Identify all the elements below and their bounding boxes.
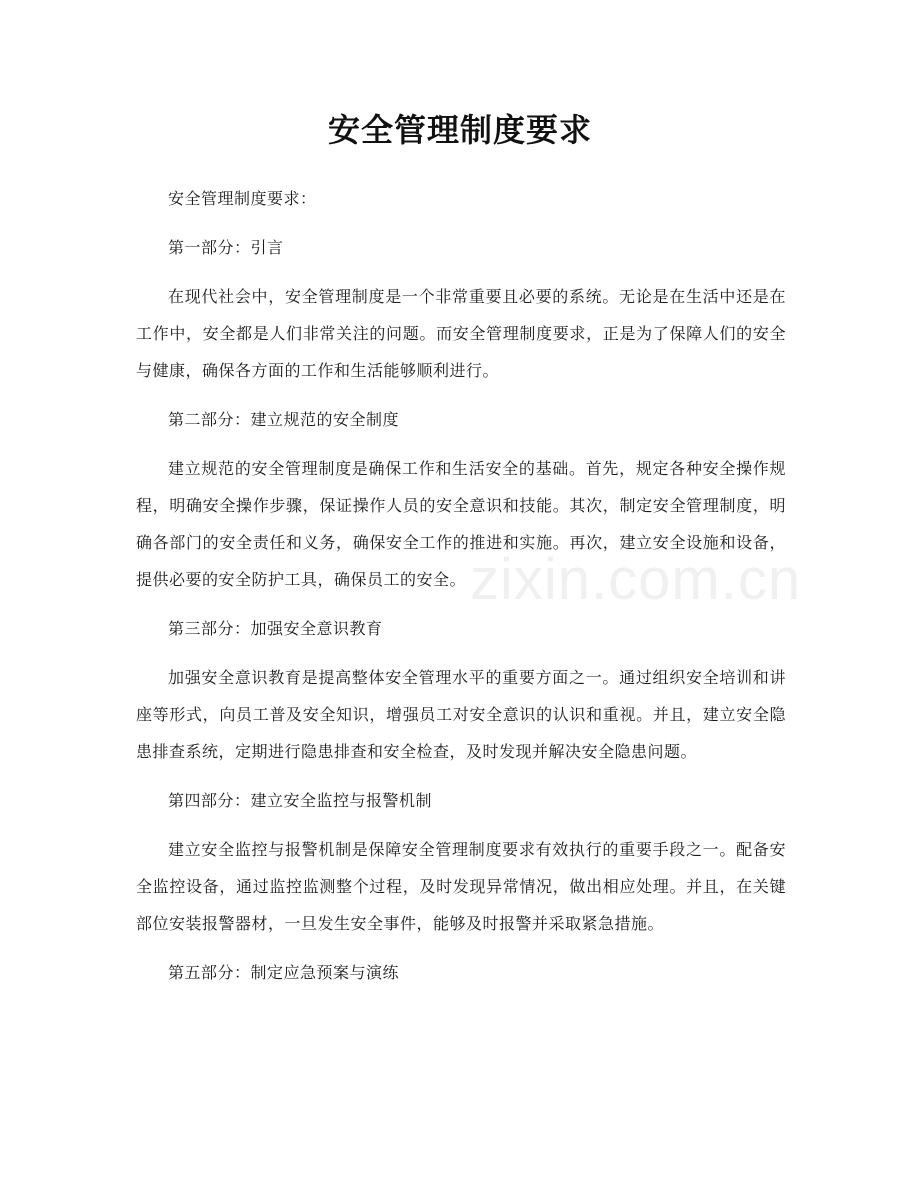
document-title: 安全管理制度要求: [327, 111, 592, 149]
document-body: [136, 180, 786, 1003]
section-body-3: 加强安全意识教育是提高整体安全管理水平的重要方面之一。通过组织安全培训和讲座等形式，向员工普及安全知识，增强员工对安全意识的认识和重视。并且，建立安全隐患排查系统，定期进行隐患排查和安全检查，及时发现并解决安全隐患问题。: [136, 668, 786, 761]
section-heading-4: 第四部分：建立安全监控与报警机制: [168, 791, 433, 810]
section-body-2: 建立规范的安全管理制度是确保工作和生活安全的基础。首先，规定各种安全操作规程，明确安全操作步骤，保证操作人员的安全意识和技能。其次，制定安全管理制度，明确各部门的安全责任和义务，确保安全工作的推进和实施。再次，建立安全设施和设备，提供必要的安全防护工具，确保员工的安全。: [136, 459, 786, 589]
intro-label: 安全管理制度要求：: [168, 189, 317, 208]
section-heading-2: 第二部分：建立规范的安全制度: [168, 410, 400, 429]
watermark: zixin.com.cn: [470, 547, 802, 612]
section-heading-3: 第三部分：加强安全意识教育: [168, 619, 383, 638]
section-heading-5: 第五部分：制定应急预案与演练: [168, 963, 400, 982]
section-heading-1: 第一部分：引言: [168, 238, 284, 257]
section-body-4: 建立安全监控与报警机制是保障安全管理制度要求有效执行的重要手段之一。配备安全监控设备，通过监控监测整个过程，及时发现异常情况，做出相应处理。并且，在关键部位安装报警器材，一旦发生安全事件，能够及时报警并采取紧急措施。: [136, 840, 786, 933]
section-body-1: 在现代社会中，安全管理制度是一个非常重要且必要的系统。无论是在生活中还是在工作中，安全都是人们非常关注的问题。而安全管理制度要求，正是为了保障人们的安全与健康，确保各方面的工作和生活能够顺利进行。: [136, 287, 786, 380]
